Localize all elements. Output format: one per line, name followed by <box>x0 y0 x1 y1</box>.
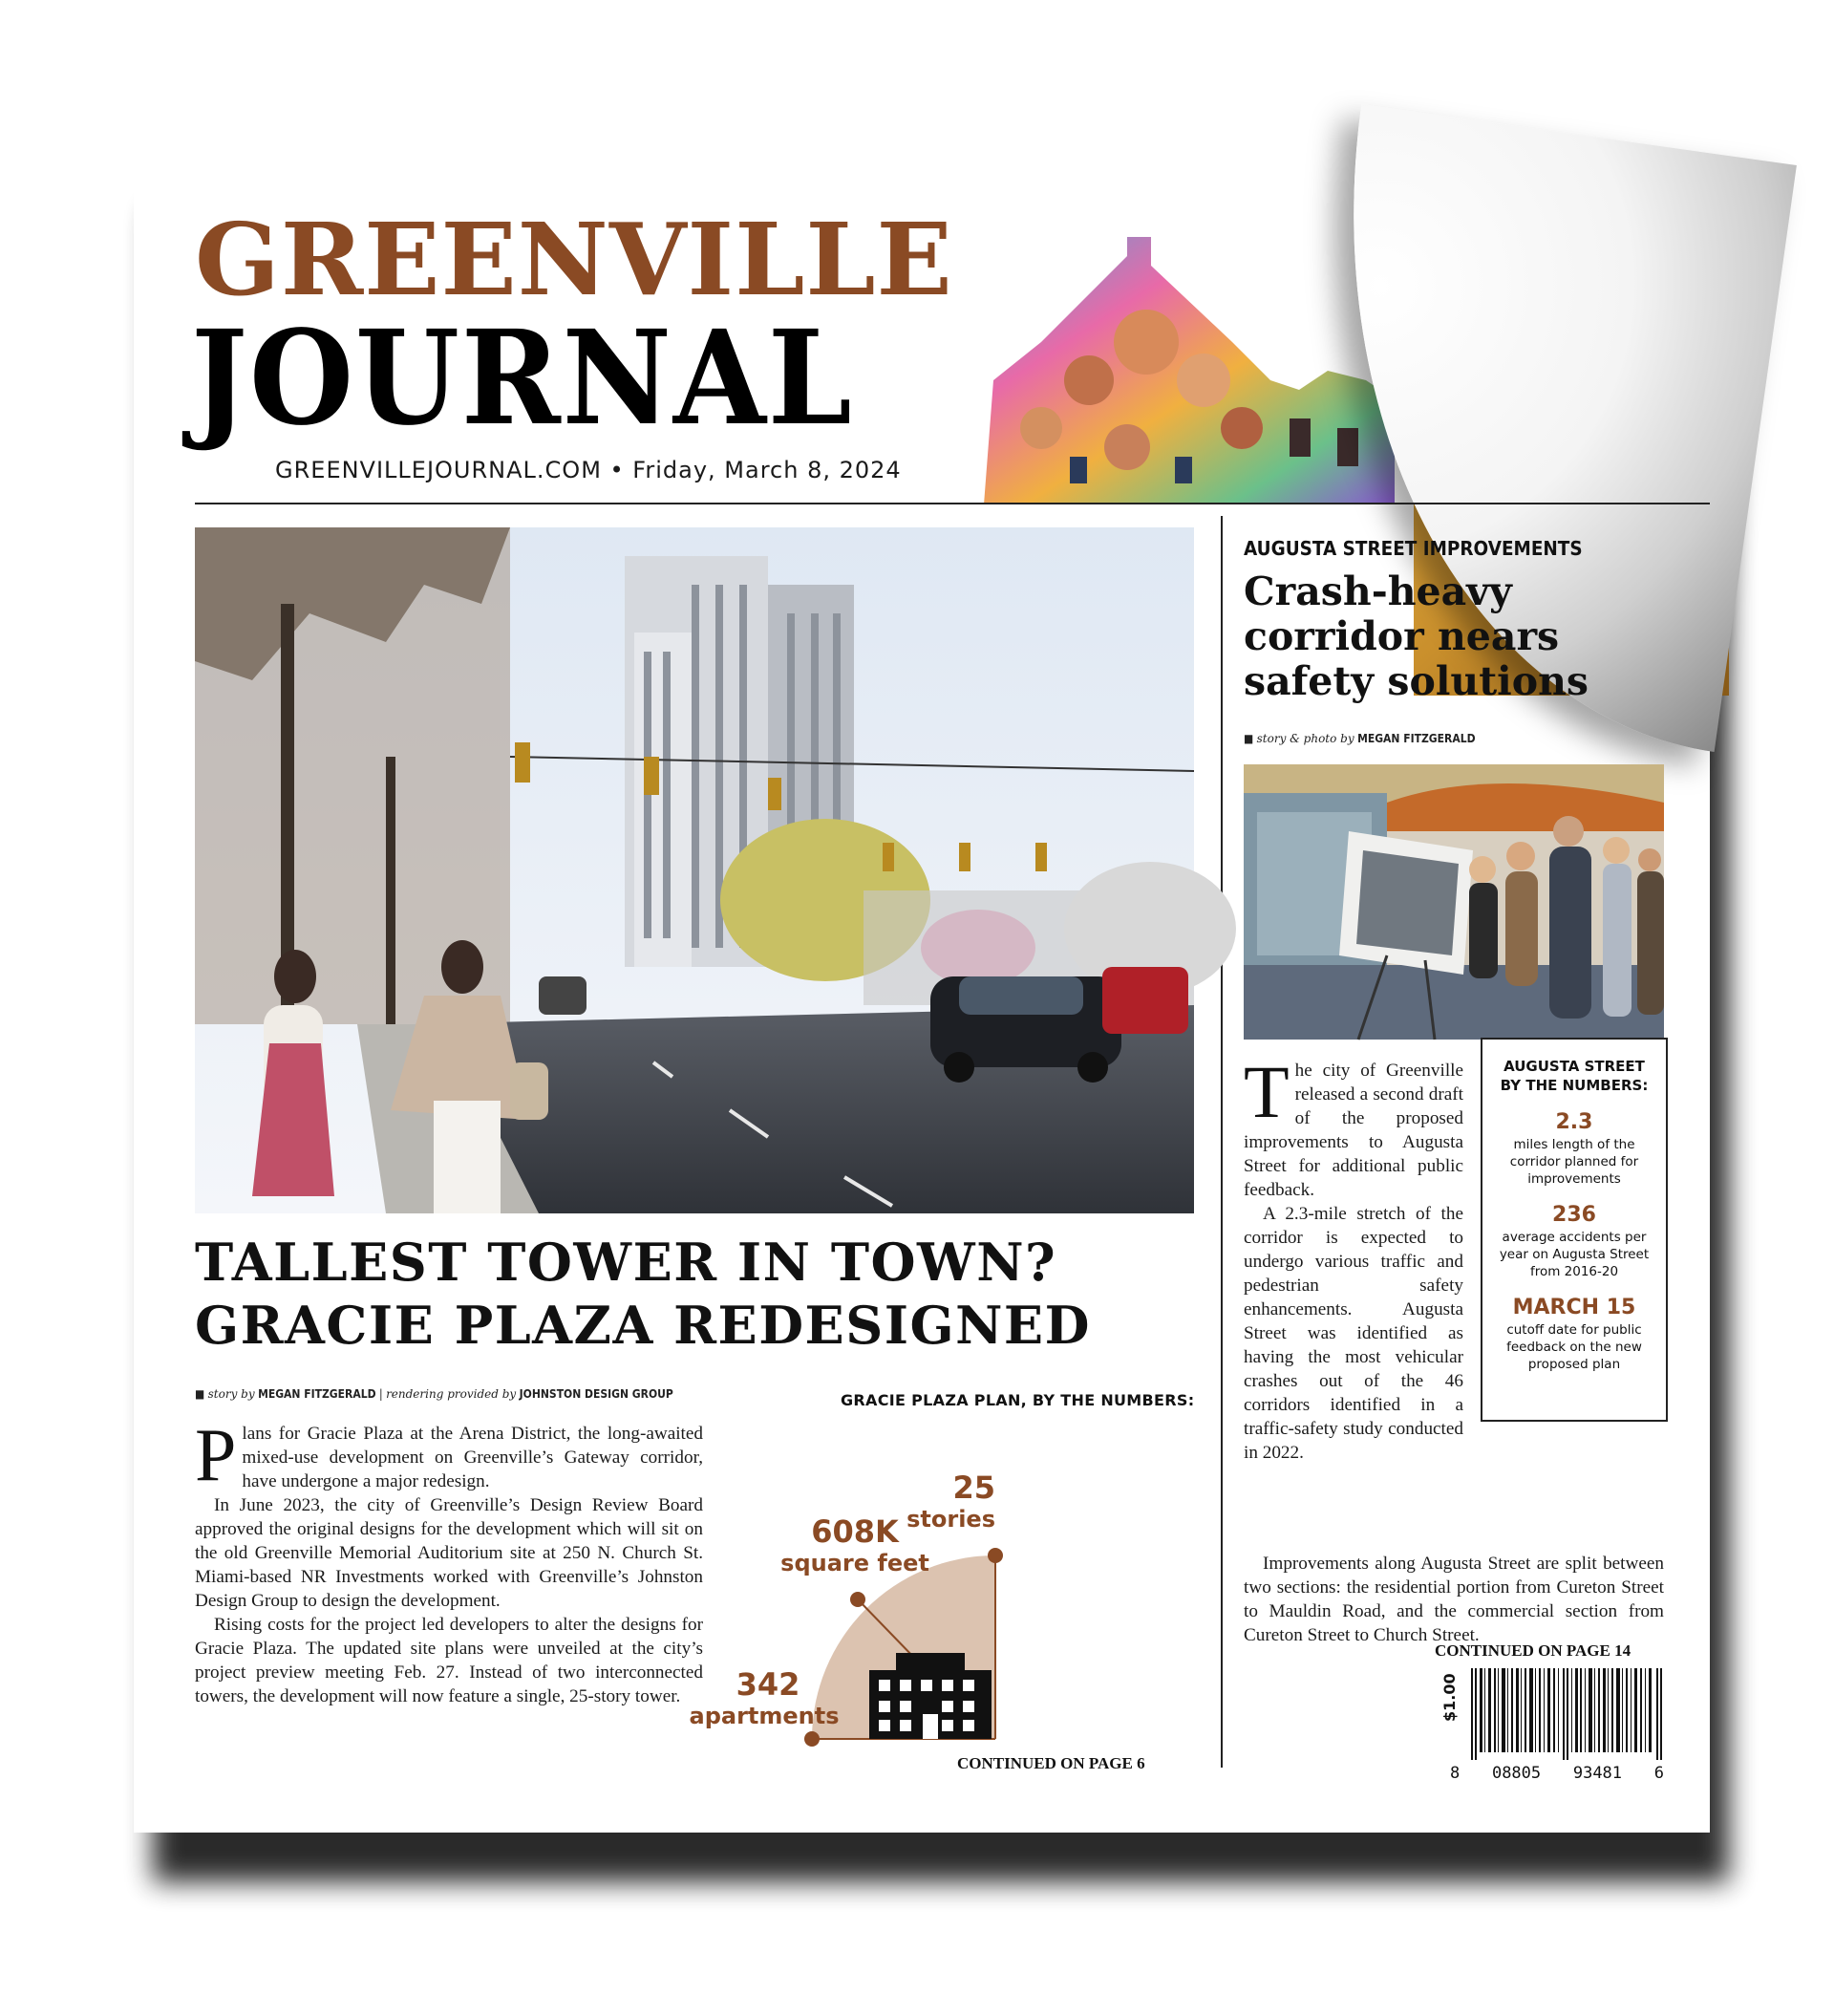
byline-author: MEGAN FITZGERALD <box>1357 732 1476 745</box>
byline-rendering-prefix: rendering provided by <box>386 1387 517 1401</box>
infographic-apartments-value: 342 <box>736 1666 800 1703</box>
side-story-byline <box>1244 732 1476 745</box>
side-story-body-wide <box>1244 1552 1664 1647</box>
stats-box-title-line1: AUGUSTA STREET <box>1503 1058 1645 1075</box>
side-story-kicker: AUGUSTA STREET IMPROVEMENTS <box>1244 537 1583 560</box>
infographic-stories-value: 25 <box>952 1469 995 1506</box>
byline-story-prefix: story by <box>207 1387 255 1401</box>
side-story-paragraph-1-text: he city of Greenville released a second draft of the proposed improvements to Augusta Street for additional public feedback. <box>1244 1061 1463 1200</box>
infographic-dot-square-feet <box>850 1592 865 1607</box>
masthead-rule <box>195 503 1710 504</box>
infographic-title: GRACIE PLAZA PLAN, BY THE NUMBERS: <box>841 1391 1195 1409</box>
side-headline-line3: safety solutions <box>1244 658 1589 704</box>
main-headline-line2: GRACIE PLAZA REDESIGNED <box>195 1295 1091 1356</box>
main-headline <box>195 1231 1198 1357</box>
column-divider <box>1221 516 1223 1768</box>
side-story-body-column <box>1244 1050 1463 1465</box>
cover-price: $1.00 <box>1440 1673 1459 1722</box>
stat-miles-label: miles length of the corridor planned for improvements <box>1509 1137 1639 1187</box>
main-story-paragraph-1 <box>195 1413 703 1496</box>
barcode-digit-group-1: 8 <box>1450 1764 1461 1783</box>
barcode-digit-group-2: 08805 <box>1491 1764 1542 1783</box>
stat-cutoff-label: cutoff date for public feedback on the new proposed plan <box>1506 1322 1642 1372</box>
augusta-street-stats-box <box>1481 1038 1668 1422</box>
side-story-continued-link[interactable]: CONTINUED ON PAGE 14 <box>1435 1641 1631 1660</box>
stat-cutoff-value: MARCH 15 <box>1512 1296 1636 1319</box>
mural-teaser-image <box>984 237 1395 504</box>
infographic-apartments-label: apartments <box>689 1703 840 1729</box>
side-headline-line1: Crash-heavy <box>1244 568 1512 614</box>
masthead-title-line1: GREENVILLE <box>195 201 953 318</box>
public-meeting-photo <box>1244 764 1664 1040</box>
masthead-website-date: GREENVILLEJOURNAL.COM • Friday, March 8, 2024 <box>275 457 902 483</box>
infographic-square-feet-value: 608K <box>811 1513 899 1550</box>
gracie-plaza-rendering-photo <box>195 527 1194 1213</box>
main-story-dropcap: P <box>195 1413 237 1496</box>
byline-separator: | <box>378 1387 383 1401</box>
infographic-square-feet-label: square feet <box>780 1550 929 1576</box>
barcode-digit-group-3: 93481 <box>1572 1764 1623 1783</box>
barcode-digit-group-4: 6 <box>1653 1764 1664 1783</box>
stat-accidents-label: average accidents per year on Augusta Street from 2016-20 <box>1499 1230 1650 1279</box>
side-story-paragraph-1 <box>1244 1050 1463 1202</box>
infographic-stories-label: stories <box>906 1506 995 1533</box>
infographic-dot-stories <box>988 1548 1003 1563</box>
main-story-continued-link[interactable]: CONTINUED ON PAGE 6 <box>957 1754 1145 1772</box>
gracie-plaza-numbers-infographic <box>689 1412 1204 1756</box>
side-story-headline <box>1244 569 1664 704</box>
main-story-paragraph-1-text: lans for Gracie Plaza at the Arena District, the long-awaited mixed-use development on Greenville’s Gateway corridor, have undergone a major redesign. <box>242 1424 703 1491</box>
side-story-paragraph-2: A 2.3-mile stretch of the corridor is expected to undergo various traffic and pedestrian safety enhancements. Augusta Street was identified as having the most vehicular crashes out of the 46 corridors identified in a traffic-safety study conducted in 2022. <box>1244 1204 1463 1463</box>
stat-accidents-value: 236 <box>1552 1203 1596 1227</box>
barcode-digits <box>1450 1764 1664 1783</box>
side-headline-line2: corridor nears <box>1244 613 1560 659</box>
main-story-paragraph-3: Rising costs for the project led developers to alter the designs for Gracie Plaza. The updated site plans were unveiled at the city’s project preview meeting Feb. 27. Instead of two interconnected towers, the development will now feature a single, 25-story tower. <box>195 1615 703 1706</box>
side-story-paragraph-3: Improvements along Augusta Street are split between two sections: the residential portion from Cureton Street to Mauldin Road, and the commercial section from Cureton Street to Church Street. <box>1244 1554 1664 1645</box>
side-story-dropcap: T <box>1244 1050 1290 1133</box>
main-headline-line1: TALLEST TOWER IN TOWN? <box>195 1232 1057 1293</box>
newspaper-front-page <box>134 170 1710 1833</box>
stats-box-title <box>1482 1057 1666 1095</box>
byline-bullet: ■ <box>1244 732 1254 745</box>
stat-miles-value: 2.3 <box>1555 1110 1593 1134</box>
main-story-byline <box>195 1387 673 1401</box>
byline-prefix: story & photo by <box>1256 732 1354 745</box>
masthead-title-line2: JOURNAL <box>191 302 854 455</box>
byline-rendering-source: JOHNSTON DESIGN GROUP <box>519 1387 673 1401</box>
byline-bullet: ■ <box>195 1387 205 1401</box>
infographic-dot-apartments <box>804 1731 820 1747</box>
byline-author: MEGAN FITZGERALD <box>258 1387 376 1401</box>
main-story-body <box>195 1413 703 1708</box>
barcode-image <box>1471 1668 1662 1760</box>
main-story-paragraph-2: In June 2023, the city of Greenville’s Design Review Board approved the original designs for the development which will sit on the old Greenville Memorial Auditorium site at 250 N. Church St. Miami-based NR Investments worked with Greenville’s Johnston Design Group to design the development. <box>195 1495 703 1611</box>
stats-box-title-line2: BY THE NUMBERS: <box>1500 1077 1649 1094</box>
